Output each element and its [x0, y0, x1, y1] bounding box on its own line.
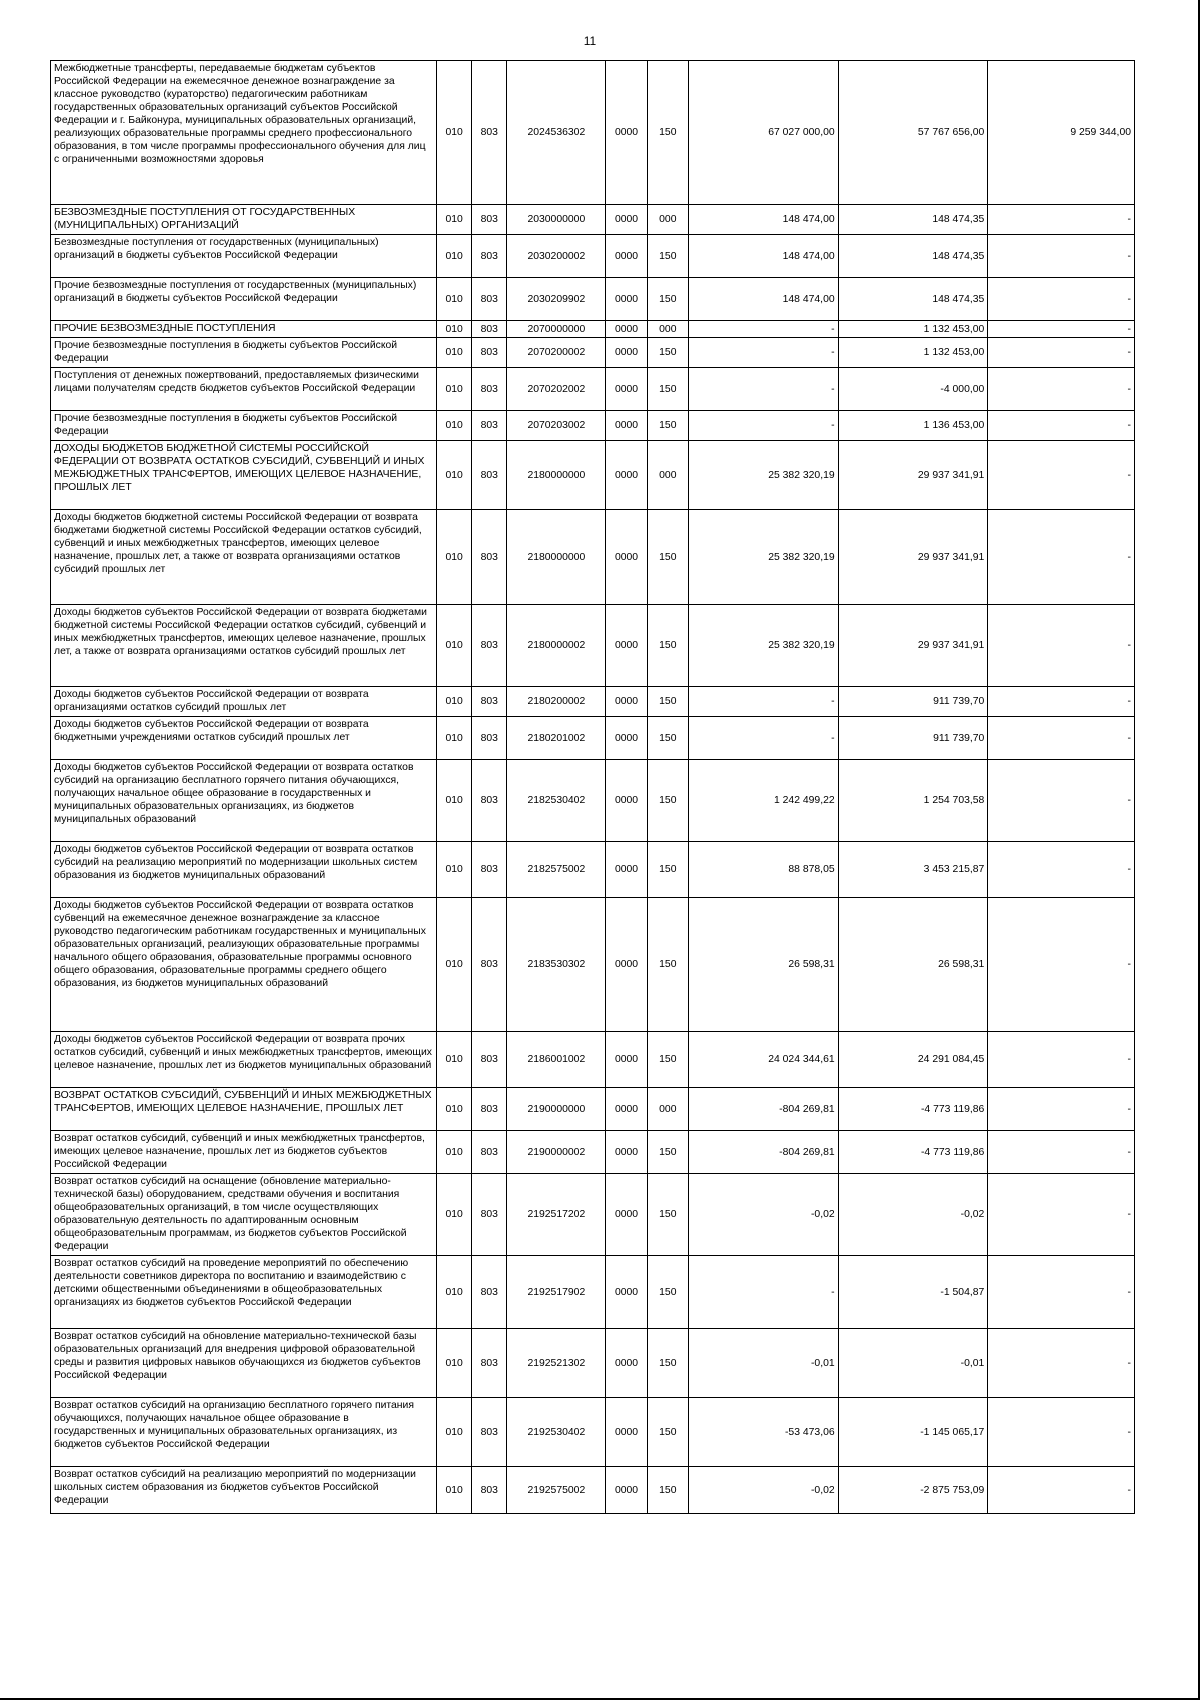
row-name: Прочие безвозмездные поступления в бюджеты субъектов Российской Федерации — [51, 338, 437, 368]
code-kbk: 2192530402 — [507, 1398, 606, 1467]
value-planned: - — [688, 1256, 838, 1329]
value-unexecuted: - — [988, 321, 1135, 338]
table-row — [51, 510, 1135, 605]
value-planned: -804 269,81 — [688, 1131, 838, 1174]
code-kbk: 2183530302 — [507, 898, 606, 1032]
value-executed: 911 739,70 — [838, 687, 988, 717]
value-executed: 29 937 341,91 — [838, 605, 988, 687]
value-unexecuted: - — [988, 1032, 1135, 1088]
code-program: 0000 — [606, 717, 647, 760]
code-admin: 010 — [437, 61, 472, 205]
code-kosgu: 150 — [647, 1032, 688, 1088]
code-admin: 010 — [437, 1088, 472, 1131]
value-planned: -804 269,81 — [688, 1088, 838, 1131]
code-kosgu: 150 — [647, 605, 688, 687]
row-name: Прочие безвозмездные поступления в бюджеты субъектов Российской Федерации — [51, 411, 437, 441]
code-kbk: 2180200002 — [507, 687, 606, 717]
value-unexecuted: - — [988, 235, 1135, 278]
value-planned: 148 474,00 — [688, 278, 838, 321]
code-gad: 803 — [472, 717, 507, 760]
table-row — [51, 411, 1135, 441]
code-admin: 010 — [437, 368, 472, 411]
table-row — [51, 1174, 1135, 1256]
table-row — [51, 1329, 1135, 1398]
code-admin: 010 — [437, 1398, 472, 1467]
code-kbk: 2180000000 — [507, 510, 606, 605]
code-kosgu: 150 — [647, 338, 688, 368]
row-name: БЕЗВОЗМЕЗДНЫЕ ПОСТУПЛЕНИЯ ОТ ГОСУДАРСТВЕННЫХ (МУНИЦИПАЛЬНЫХ) ОРГАНИЗАЦИЙ — [51, 205, 437, 235]
value-unexecuted: - — [988, 605, 1135, 687]
code-kosgu: 150 — [647, 1174, 688, 1256]
value-planned: 88 878,05 — [688, 842, 838, 898]
value-planned: - — [688, 687, 838, 717]
row-name: Возврат остатков субсидий на реализацию мероприятий по модернизации школьных систем образования из бюджетов субъектов Российской Федерации — [51, 1467, 437, 1514]
value-executed: 911 739,70 — [838, 717, 988, 760]
code-program: 0000 — [606, 1329, 647, 1398]
code-kbk: 2186001002 — [507, 1032, 606, 1088]
code-kbk: 2180000002 — [507, 605, 606, 687]
code-kosgu: 150 — [647, 61, 688, 205]
value-executed: 24 291 084,45 — [838, 1032, 988, 1088]
code-kbk: 2030209902 — [507, 278, 606, 321]
code-kbk: 2180201002 — [507, 717, 606, 760]
code-program: 0000 — [606, 321, 647, 338]
code-gad: 803 — [472, 1032, 507, 1088]
row-name: Прочие безвозмездные поступления от государственных (муниципальных) организаций в бюджеты субъектов Российской Федерации — [51, 278, 437, 321]
row-name: Возврат остатков субсидий на обновление материально-технической базы образовательных организаций для внедрения цифровой образовательной среды и развития цифровых навыков обучающихся из бюджетов субъектов Российской Федерации — [51, 1329, 437, 1398]
code-program: 0000 — [606, 1398, 647, 1467]
value-executed: -0,02 — [838, 1174, 988, 1256]
code-program: 0000 — [606, 205, 647, 235]
code-admin: 010 — [437, 338, 472, 368]
value-unexecuted: - — [988, 687, 1135, 717]
code-kosgu: 150 — [647, 1329, 688, 1398]
code-kbk: 2192517902 — [507, 1256, 606, 1329]
code-kbk: 2070203002 — [507, 411, 606, 441]
code-program: 0000 — [606, 61, 647, 205]
value-planned: -0,02 — [688, 1467, 838, 1514]
code-gad: 803 — [472, 235, 507, 278]
code-kosgu: 150 — [647, 842, 688, 898]
value-planned: -53 473,06 — [688, 1398, 838, 1467]
code-program: 0000 — [606, 1174, 647, 1256]
value-unexecuted: - — [988, 278, 1135, 321]
value-unexecuted: 9 259 344,00 — [988, 61, 1135, 205]
row-name: Поступления от денежных пожертвований, предоставляемых физическими лицами получателям средств бюджетов субъектов Российской Федерации — [51, 368, 437, 411]
code-program: 0000 — [606, 1131, 647, 1174]
table-row — [51, 687, 1135, 717]
code-program: 0000 — [606, 760, 647, 842]
code-admin: 010 — [437, 760, 472, 842]
code-admin: 010 — [437, 278, 472, 321]
value-executed: 29 937 341,91 — [838, 441, 988, 510]
code-kbk: 2030000000 — [507, 205, 606, 235]
row-name: Безвозмездные поступления от государственных (муниципальных) организаций в бюджеты субъектов Российской Федерации — [51, 235, 437, 278]
code-program: 0000 — [606, 368, 647, 411]
value-unexecuted: - — [988, 411, 1135, 441]
code-gad: 803 — [472, 1174, 507, 1256]
value-executed: -1 504,87 — [838, 1256, 988, 1329]
table-row — [51, 605, 1135, 687]
code-kosgu: 000 — [647, 441, 688, 510]
table-row — [51, 717, 1135, 760]
code-gad: 803 — [472, 605, 507, 687]
row-name: ВОЗВРАТ ОСТАТКОВ СУБСИДИЙ, СУБВЕНЦИЙ И ИНЫХ МЕЖБЮДЖЕТНЫХ ТРАНСФЕРТОВ, ИМЕЮЩИХ ЦЕЛЕВОЕ НАЗНАЧЕНИЕ, ПРОШЛЫХ ЛЕТ — [51, 1088, 437, 1131]
table-body — [51, 61, 1135, 1514]
value-executed: 148 474,35 — [838, 205, 988, 235]
code-program: 0000 — [606, 898, 647, 1032]
value-unexecuted: - — [988, 1088, 1135, 1131]
value-executed: 148 474,35 — [838, 235, 988, 278]
code-kbk: 2190000000 — [507, 1088, 606, 1131]
value-executed: 1 254 703,58 — [838, 760, 988, 842]
value-planned: - — [688, 321, 838, 338]
budget-report-table — [50, 60, 1135, 1514]
code-gad: 803 — [472, 1131, 507, 1174]
table-row — [51, 235, 1135, 278]
table-row — [51, 278, 1135, 321]
value-planned: - — [688, 717, 838, 760]
value-planned: 148 474,00 — [688, 235, 838, 278]
code-gad: 803 — [472, 842, 507, 898]
code-kbk: 2070202002 — [507, 368, 606, 411]
row-name: Доходы бюджетов субъектов Российской Федерации от возврата бюджетными учреждениями остатков субсидий прошлых лет — [51, 717, 437, 760]
table-row — [51, 1398, 1135, 1467]
code-admin: 010 — [437, 235, 472, 278]
table-row — [51, 368, 1135, 411]
table-row — [51, 1467, 1135, 1514]
table-row — [51, 1088, 1135, 1131]
row-name: ПРОЧИЕ БЕЗВОЗМЕЗДНЫЕ ПОСТУПЛЕНИЯ — [51, 321, 437, 338]
code-kosgu: 150 — [647, 717, 688, 760]
value-executed: -2 875 753,09 — [838, 1467, 988, 1514]
value-unexecuted: - — [988, 1398, 1135, 1467]
table-row — [51, 1256, 1135, 1329]
value-unexecuted: - — [988, 205, 1135, 235]
row-name: Возврат остатков субсидий, субвенций и иных межбюджетных трансфертов, имеющих целевое назначение, прошлых лет из бюджетов субъектов Российской Федерации — [51, 1131, 437, 1174]
code-gad: 803 — [472, 205, 507, 235]
code-gad: 803 — [472, 338, 507, 368]
code-kbk: 2182575002 — [507, 842, 606, 898]
table-row — [51, 205, 1135, 235]
code-gad: 803 — [472, 687, 507, 717]
code-gad: 803 — [472, 368, 507, 411]
row-name: Возврат остатков субсидий на проведение мероприятий по обеспечению деятельности советников директора по воспитанию и взаимодействию с детскими общественными объединениями в общеобразовательных организациях из бюджетов субъектов Российской Федерации — [51, 1256, 437, 1329]
row-name: Межбюджетные трансферты, передаваемые бюджетам субъектов Российской Федерации на ежемесячное денежное вознаграждение за классное руководство (кураторство) педагогическим работникам государственных образовательных организаций субъектов Российской Федерации и г. Байконура, муниципальных образовательных организаций, реализующих образовательные программы среднего профессионального образования, в том числе программы профессионального обучения для лиц с ограниченными возможностями здоровья — [51, 61, 437, 205]
code-kosgu: 150 — [647, 898, 688, 1032]
value-planned: - — [688, 338, 838, 368]
value-unexecuted: - — [988, 1467, 1135, 1514]
row-name: Доходы бюджетов субъектов Российской Федерации от возврата остатков субсидий на организацию бесплатного горячего питания обучающихся, получающих начальное общее образование в государственных и муниципальных образовательных организациях, из бюджетов муниципальных образований — [51, 760, 437, 842]
code-kbk: 2030200002 — [507, 235, 606, 278]
code-program: 0000 — [606, 411, 647, 441]
table-row — [51, 1032, 1135, 1088]
code-gad: 803 — [472, 1088, 507, 1131]
value-unexecuted: - — [988, 717, 1135, 760]
table-row — [51, 61, 1135, 205]
code-kosgu: 150 — [647, 760, 688, 842]
row-name: Доходы бюджетов субъектов Российской Федерации от возврата прочих остатков субсидий, субвенций и иных межбюджетных трансфертов, имеющих целевое назначение, прошлых лет из бюджетов муниципальных образований — [51, 1032, 437, 1088]
code-admin: 010 — [437, 411, 472, 441]
row-name: Доходы бюджетов субъектов Российской Федерации от возврата остатков субсидий на реализацию мероприятий по модернизации школьных систем образования из бюджетов муниципальных образований — [51, 842, 437, 898]
value-planned: 1 242 499,22 — [688, 760, 838, 842]
code-admin: 010 — [437, 441, 472, 510]
code-program: 0000 — [606, 278, 647, 321]
code-admin: 010 — [437, 1174, 472, 1256]
code-program: 0000 — [606, 1256, 647, 1329]
code-admin: 010 — [437, 1131, 472, 1174]
code-kosgu: 150 — [647, 235, 688, 278]
value-unexecuted: - — [988, 1256, 1135, 1329]
value-planned: 26 598,31 — [688, 898, 838, 1032]
code-admin: 010 — [437, 898, 472, 1032]
code-kosgu: 150 — [647, 1398, 688, 1467]
value-unexecuted: - — [988, 510, 1135, 605]
page-number: 11 — [583, 34, 597, 48]
code-gad: 803 — [472, 411, 507, 441]
code-kosgu: 000 — [647, 205, 688, 235]
value-planned: 67 027 000,00 — [688, 61, 838, 205]
code-kosgu: 150 — [647, 1256, 688, 1329]
code-kbk: 2182530402 — [507, 760, 606, 842]
row-name: Доходы бюджетов субъектов Российской Федерации от возврата организациями остатков субсидий прошлых лет — [51, 687, 437, 717]
value-executed: -1 145 065,17 — [838, 1398, 988, 1467]
value-executed: 1 132 453,00 — [838, 321, 988, 338]
code-program: 0000 — [606, 441, 647, 510]
table-row — [51, 842, 1135, 898]
value-executed: 29 937 341,91 — [838, 510, 988, 605]
value-planned: -0,01 — [688, 1329, 838, 1398]
code-kosgu: 150 — [647, 510, 688, 605]
value-planned: -0,02 — [688, 1174, 838, 1256]
code-program: 0000 — [606, 842, 647, 898]
code-kbk: 2192575002 — [507, 1467, 606, 1514]
value-executed: 3 453 215,87 — [838, 842, 988, 898]
code-kosgu: 150 — [647, 687, 688, 717]
table-row — [51, 898, 1135, 1032]
value-executed: 1 132 453,00 — [838, 338, 988, 368]
value-planned: 148 474,00 — [688, 205, 838, 235]
value-executed: 148 474,35 — [838, 278, 988, 321]
code-admin: 010 — [437, 687, 472, 717]
code-program: 0000 — [606, 338, 647, 368]
code-gad: 803 — [472, 760, 507, 842]
code-gad: 803 — [472, 510, 507, 605]
code-kbk: 2192521302 — [507, 1329, 606, 1398]
table-row — [51, 321, 1135, 338]
value-planned: - — [688, 411, 838, 441]
code-kosgu: 150 — [647, 411, 688, 441]
code-gad: 803 — [472, 898, 507, 1032]
value-planned: - — [688, 368, 838, 411]
value-executed: -4 773 119,86 — [838, 1131, 988, 1174]
value-unexecuted: - — [988, 338, 1135, 368]
code-admin: 010 — [437, 1032, 472, 1088]
value-unexecuted: - — [988, 1329, 1135, 1398]
table-row — [51, 760, 1135, 842]
code-admin: 010 — [437, 510, 472, 605]
code-admin: 010 — [437, 717, 472, 760]
code-program: 0000 — [606, 1032, 647, 1088]
code-kbk: 2070200002 — [507, 338, 606, 368]
value-unexecuted: - — [988, 368, 1135, 411]
code-gad: 803 — [472, 1329, 507, 1398]
row-name: Возврат остатков субсидий на организацию бесплатного горячего питания обучающихся, получающих начальное общее образование в государственных и муниципальных образовательных организациях, из бюджетов субъектов Российской Федерации — [51, 1398, 437, 1467]
code-kosgu: 150 — [647, 1131, 688, 1174]
code-kbk: 2190000002 — [507, 1131, 606, 1174]
value-unexecuted: - — [988, 842, 1135, 898]
code-program: 0000 — [606, 235, 647, 278]
code-admin: 010 — [437, 205, 472, 235]
code-gad: 803 — [472, 61, 507, 205]
code-gad: 803 — [472, 1398, 507, 1467]
code-program: 0000 — [606, 510, 647, 605]
code-gad: 803 — [472, 278, 507, 321]
row-name: Доходы бюджетов субъектов Российской Федерации от возврата остатков субвенций на ежемесячное денежное вознаграждение за классное руководство педагогическим работникам государственных и муниципальных образовательных организаций, реализующих образовательные программы начального общего образования, образовательные программы основного общего образования, образовательные программы среднего общего образования, из бюджетов муниципальных образований — [51, 898, 437, 1032]
code-program: 0000 — [606, 1088, 647, 1131]
code-admin: 010 — [437, 1256, 472, 1329]
code-gad: 803 — [472, 1256, 507, 1329]
value-executed: -0,01 — [838, 1329, 988, 1398]
value-unexecuted: - — [988, 441, 1135, 510]
code-kosgu: 150 — [647, 368, 688, 411]
row-name: Доходы бюджетов субъектов Российской Федерации от возврата бюджетами бюджетной системы Российской Федерации остатков субсидий, субвенций и иных межбюджетных трансфертов, имеющих целевое назначение, прошлых лет, а также от возврата организациями остатков субсидий прошлых лет — [51, 605, 437, 687]
code-program: 0000 — [606, 1467, 647, 1514]
value-unexecuted: - — [988, 1131, 1135, 1174]
code-admin: 010 — [437, 321, 472, 338]
table-row — [51, 441, 1135, 510]
code-kbk: 2180000000 — [507, 441, 606, 510]
row-name: ДОХОДЫ БЮДЖЕТОВ БЮДЖЕТНОЙ СИСТЕМЫ РОССИЙСКОЙ ФЕДЕРАЦИИ ОТ ВОЗВРАТА ОСТАТКОВ СУБСИДИЙ, СУБВЕНЦИЙ И ИНЫХ МЕЖБЮДЖЕТНЫХ ТРАНСФЕРТОВ, ИМЕЮЩИХ ЦЕЛЕВОЕ НАЗНАЧЕНИЕ, ПРОШЛЫХ ЛЕТ — [51, 441, 437, 510]
code-program: 0000 — [606, 687, 647, 717]
value-unexecuted: - — [988, 760, 1135, 842]
code-kbk: 2192517202 — [507, 1174, 606, 1256]
code-admin: 010 — [437, 605, 472, 687]
value-executed: 26 598,31 — [838, 898, 988, 1032]
value-unexecuted: - — [988, 1174, 1135, 1256]
value-executed: 57 767 656,00 — [838, 61, 988, 205]
row-name: Возврат остатков субсидий на оснащение (обновление материально-технической базы) оборудованием, средствами обучения и воспитания общеобразовательных организаций, в том числе осуществляющих образовательную деятельность по адаптированным основным общеобразовательным программам, из бюджетов субъектов Российской Федерации — [51, 1174, 437, 1256]
value-executed: -4 000,00 — [838, 368, 988, 411]
code-kosgu: 000 — [647, 1088, 688, 1131]
value-planned: 24 024 344,61 — [688, 1032, 838, 1088]
row-name: Доходы бюджетов бюджетной системы Российской Федерации от возврата бюджетами бюджетной системы Российской Федерации остатков субсидий, субвенций и иных межбюджетных трансфертов, имеющих целевое назначение, прошлых лет, а также от возврата организациями остатков субсидий прошлых лет — [51, 510, 437, 605]
code-gad: 803 — [472, 321, 507, 338]
code-gad: 803 — [472, 441, 507, 510]
value-planned: 25 382 320,19 — [688, 441, 838, 510]
code-kosgu: 150 — [647, 278, 688, 321]
code-kosgu: 150 — [647, 1467, 688, 1514]
value-planned: 25 382 320,19 — [688, 510, 838, 605]
value-unexecuted: - — [988, 898, 1135, 1032]
code-admin: 010 — [437, 1467, 472, 1514]
value-executed: 1 136 453,00 — [838, 411, 988, 441]
code-kosgu: 000 — [647, 321, 688, 338]
code-gad: 803 — [472, 1467, 507, 1514]
code-admin: 010 — [437, 842, 472, 898]
table-row — [51, 338, 1135, 368]
value-planned: 25 382 320,19 — [688, 605, 838, 687]
code-admin: 010 — [437, 1329, 472, 1398]
code-program: 0000 — [606, 605, 647, 687]
code-kbk: 2070000000 — [507, 321, 606, 338]
code-kbk: 2024536302 — [507, 61, 606, 205]
value-executed: -4 773 119,86 — [838, 1088, 988, 1131]
table-row — [51, 1131, 1135, 1174]
